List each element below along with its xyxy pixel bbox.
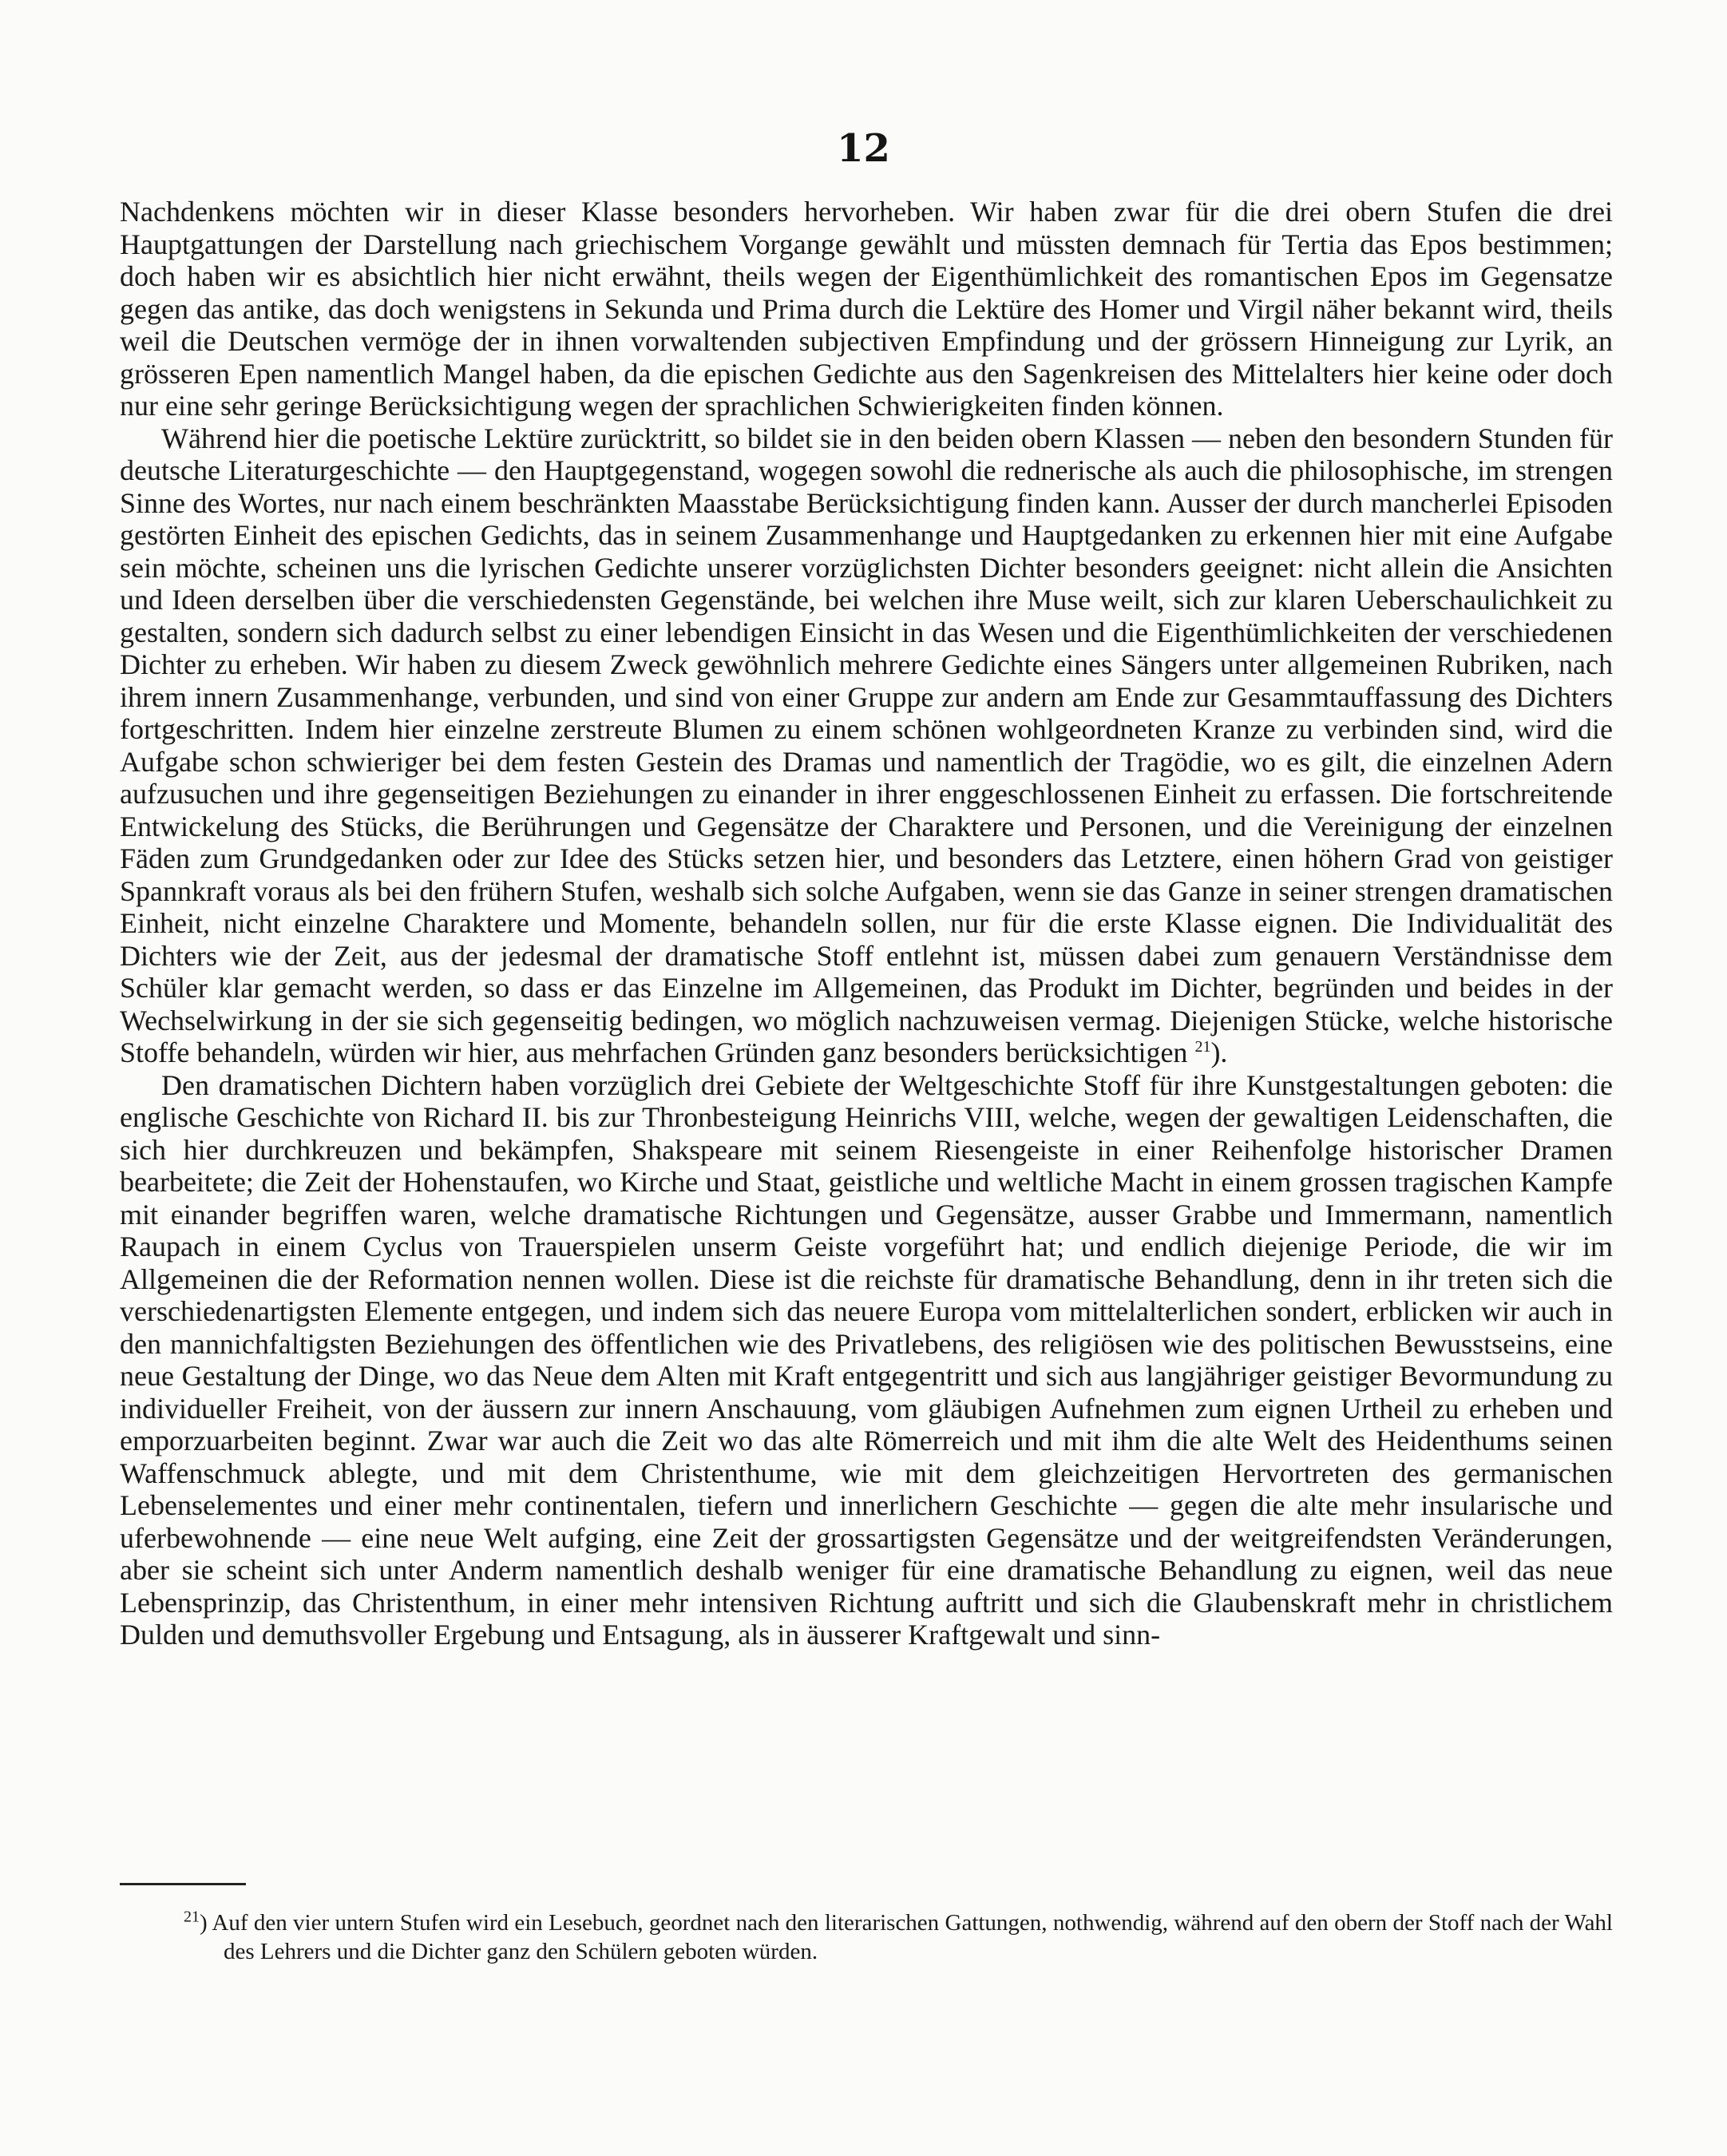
footnote-marker: 21 bbox=[184, 1908, 200, 1926]
footnote-reference-close: ). bbox=[1210, 1036, 1228, 1068]
main-text bbox=[120, 196, 1613, 1651]
paragraph-3: Den dramatischen Dichtern haben vorzüglich drei Gebiete der Weltgeschichte Stoff für ihre Kunstgestaltungen geboten: die englische Geschichte von Richard II. bis zur Thronbesteigung Heinrichs VIII, welche, wegen der gewaltigen Leidenschaften, die sich hier durchkreuzen und bekämpfen, Shakspeare mit seinem Riesengeiste in einer Reihenfolge historischer Dramen bearbeitete; die Zeit der Hohenstaufen, wo Kirche und Staat, geistliche und weltliche Macht in einem grossen tragischen Kampfe mit einander begriffen waren, welche dramatische Richtungen und Gegensätze, ausser Grabbe und Immermann, namentlich Raupach in einem Cyclus von Trauerspielen unserm Geiste vorgeführt hat; und endlich diejenige Periode, die wir im Allgemeinen die der Reformation nennen wollen. Diese ist die reichste für dramatische Behandlung, denn in ihr treten sich die verschiedenartigsten Elemente entgegen, und indem sich das neuere Europa vom mittelalterlichen sondert, erblicken wir auch in den mannichfaltigsten Beziehungen des öffentlichen wie des Privatlebens, des religiösen wie des politischen Bewusstseins, eine neue Gestaltung der Dinge, wo das Neue dem Alten mit Kraft entgegentritt und sich aus langjähriger geistiger Bevormundung zu individueller Freiheit, von der äussern zur innern Anschauung, vom gläubigen Aufnehmen zum eignen Urtheil zu erheben und emporzuarbeiten beginnt. Zwar war auch die Zeit wo das alte Römerreich und mit ihm die alte Welt des Heidenthums seinen Waffenschmuck ablegte, und mit dem Christenthume, wie mit dem gleichzeitigen Hervortreten des germanischen Lebenselementes und einer mehr continentalen, tiefern und innerlichern Geschichte — gegen die alte mehr insularische und uferbewohnende — eine neue Welt aufging, eine Zeit der grossartigsten Gegensätze und der weitgreifendsten Veränderungen, aber sie scheint sich unter Anderm namentlich deshalb weniger für eine dramatische Behandlung zu eignen, weil das neue Lebensprinzip, das Christenthum, in einer mehr intensiven Richtung auftritt und sich die Glaubenskraft mehr in christlichem Dulden und demuthsvoller Ergebung und Entsagung, als in äusserer Kraftgewalt und sinn- bbox=[120, 1068, 1613, 1651]
footnote-marker-close: ) bbox=[200, 1910, 208, 1936]
footnote bbox=[120, 1908, 1613, 1966]
page-number: 12 bbox=[837, 126, 890, 171]
paragraph-2-text: Während hier die poetische Lektüre zurücktritt, so bildet sie in den beiden obern Klassen — neben den besondern Stunden für deutsche Literaturgeschichte — den Hauptgegenstand, wogegen sowohl die rednerische als auch die philosophische, im strengen Sinne des Wortes, nur nach einem beschränkten Maasstabe Berücksichtigung finden kann. Ausser der durch mancherlei Episoden gestörten Einheit des epischen Gedichts, das in seinem Zusammenhange und Hauptgedanken zu erkennen hier mit eine Aufgabe sein möchte, scheinen uns die lyrischen Gedichte unserer vorzüglichsten Dichter besonders geeignet: nicht allein die Ansichten und Ideen derselben über die verschiedensten Gegenstände, bei welchen ihre Muse weilt, sich zur klaren Ueberschaulichkeit zu gestalten, sondern sich dadurch selbst zu einer lebendigen Einsicht in das Wesen und die Eigenthümlichkeiten der verschiedenen Dichter zu erheben. Wir haben zu diesem Zweck gewöhnlich mehrere Gedichte eines Sängers unter allgemeinen Rubriken, nach ihrem innern Zusammenhange, verbunden, und sind von einer Gruppe zur andern am Ende zur Gesammtauffassung des Dichters fortgeschritten. Indem hier einzelne zerstreute Blumen zu einem schönen wohlgeordneten Kranze zu verbinden sind, wird die Aufgabe schon schwieriger bei dem festen Gestein des Dramas und namentlich der Tragödie, wo es gilt, die einzelnen Adern aufzusuchen und ihre gegenseitigen Beziehungen zu einander in ihrer enggeschlossenen Einheit zu erfassen. Die fortschreitende Entwickelung des Stücks, die Berührungen und Gegensätze der Charaktere und Personen, und die Vereinigung der einzelnen Fäden zum Grundgedanken oder zur Idee des Stücks setzen hier, und besonders das Letztere, einen höhern Grad von geistiger Spannkraft voraus als bei den frühern Stufen, weshalb sich solche Aufgaben, wenn sie das Ganze in seiner strengen dramatischen Einheit, nicht einzelne Charaktere und Momente, behandeln sollen, nur für die erste Klasse eignen. Die Individualität des Dichters wie der Zeit, aus der jedesmal der dramatische Stoff entlehnt ist, müssen dabei zum genauern Verständnisse dem Schüler klar gemacht werden, so dass er das Einzelne im Allgemeinen, das Produkt im Dichter, begründen und beides in der Wechselwirkung in der sie sich gegenseitig bedingen, wo möglich nachzuweisen vermag. Diejenigen Stücke, welche historische Stoffe behandeln, würden wir hier, aus mehrfachen Gründen ganz besonders berücksichtigen bbox=[120, 422, 1613, 1068]
paragraph-2 bbox=[120, 422, 1613, 1069]
footnote-text: Auf den vier untern Stufen wird ein Lesebuch, geordnet nach den literarischen Gattungen, nothwendig, während auf den obern der Stoff nach der Wahl des Lehrers und die Dichter ganz den Schülern geboten würden. bbox=[212, 1910, 1613, 1964]
paragraph-1: Nachdenkens möchten wir in dieser Klasse besonders hervorheben. Wir haben zwar für die drei obern Stufen die drei Hauptgattungen der Darstellung nach griechischem Vorgange gewählt und müssten demnach für Tertia das Epos bestimmen; doch haben wir es absichtlich hier nicht erwähnt, theils wegen der Eigenthümlichkeit des romantischen Epos im Gegensatze gegen das antike, das doch wenigstens in Sekunda und Prima durch die Lektüre des Homer und Virgil näher bekannt wird, theils weil die Deutschen vermöge der in ihnen vorwaltenden subjectiven Empfindung und der grössern Hinneigung zur Lyrik, an grösseren Epen namentlich Mangel haben, da die epischen Gedichte aus den Sagenkreisen des Mittelalters hier keine oder doch nur eine sehr geringe Berücksichtigung wegen der sprachlichen Schwierigkeiten finden können. bbox=[120, 196, 1613, 422]
footnote-divider bbox=[120, 1883, 246, 1885]
footnote-reference: 21 bbox=[1194, 1038, 1211, 1056]
